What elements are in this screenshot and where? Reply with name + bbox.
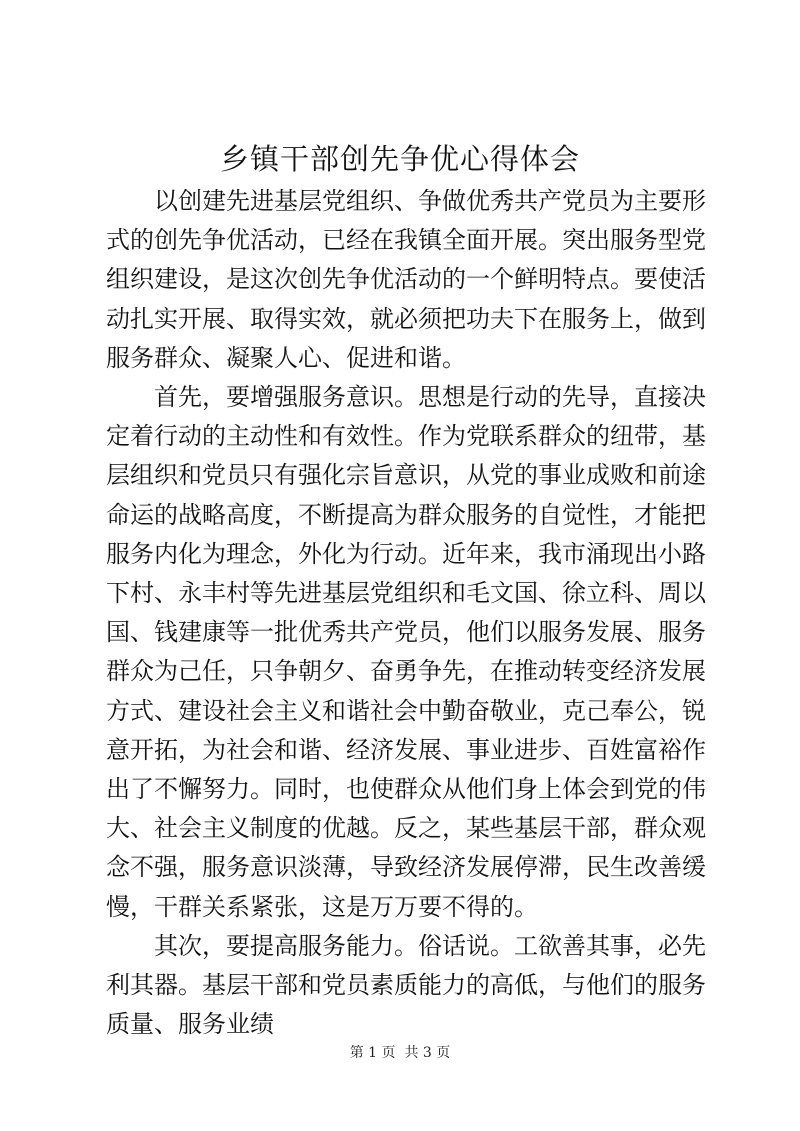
paragraph-service-capability: 其次，要提高服务能力。俗话说。工欲善其事，必先利其器。基层干部和党员素质能力的高低，与他们的服务质量、服务业绩: [106, 931, 706, 1039]
document-body: [106, 182, 706, 1044]
paragraph-service-awareness: 首先，要增强服务意识。思想是行动的先导，直接决定着行动的主动性和有效性。作为党联系群众的纽带，基层组织和党员只有强化宗旨意识，从党的事业成败和前途命运的战略高度，不断提高为群众服务的自觉性，才能把服务内化为理念，外化为行动。近年来，我市涌现出小路下村、永丰村等先进基层党组织和毛文国、徐立科、周以国、钱建康等一批优秀共产党员，他们以服务发展、服务群众为己任，只争朝夕、奋勇争先，在推动转变经济发展方式、建设社会主义和谐社会中勤奋敬业，克己奉公，锐意开拓，为社会和谐、经济发展、事业进步、百姓富裕作出了不懈努力。同时，也使群众从他们身上体会到党的伟大、社会主义制度的优越。反之，某些基层干部，群众观念不强，服务意识淡薄，导致经济发展停滞，民生改善缓慢，干群关系紧张，这是万万要不得的。: [106, 383, 706, 921]
page-number-label: 第 1 页 共 3 页: [349, 1045, 451, 1061]
document-title: 乡镇干部创先争优心得体会: [219, 142, 580, 176]
paragraph-intro: 以创建先进基层党组织、争做优秀共产党员为主要形式的创先争优活动，已经在我镇全面开展。突出服务型党组织建设，是这次创先争优活动的一个鲜明特点。要使活动扎实开展、取得实效，就必须把功夫下在服务上，做到服务群众、凝聚人心、促进和谐。: [106, 187, 706, 372]
page-footer: [0, 1043, 800, 1063]
